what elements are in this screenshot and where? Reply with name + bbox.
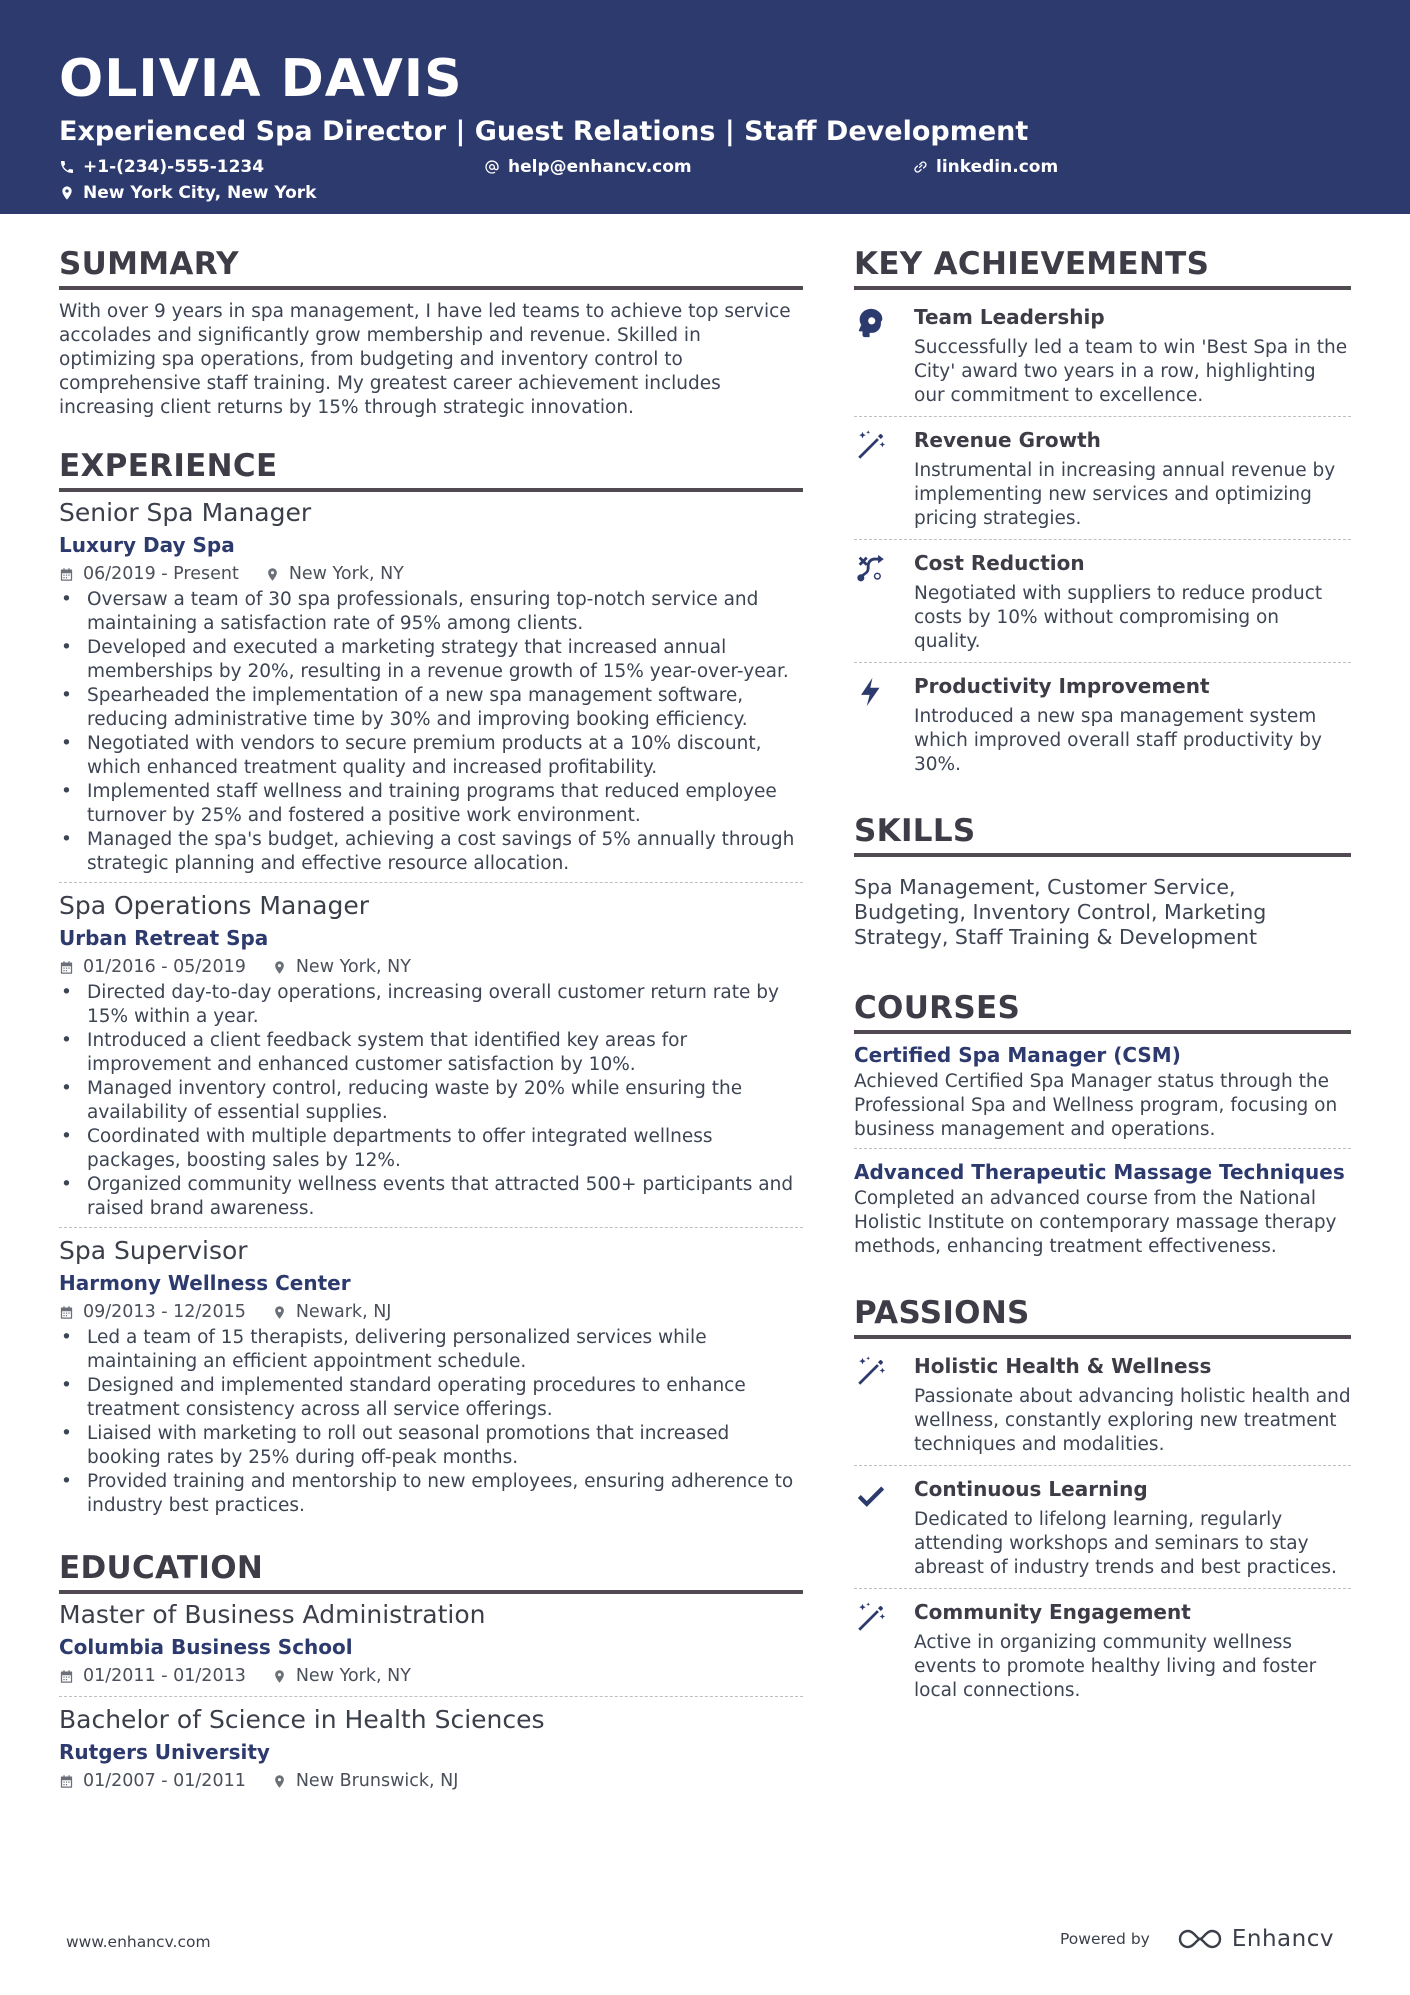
section-title-passions: PASSIONS bbox=[854, 1293, 1351, 1339]
left-column bbox=[59, 244, 803, 1801]
bullet-item: • Liaised with marketing to roll out seasonal promotions that increased booking rates by 25% during off-peak months. bbox=[59, 1422, 803, 1470]
job-bullets bbox=[59, 1326, 803, 1518]
job-dates: 01/2016 - 05/2019 bbox=[83, 957, 246, 977]
linkedin-text: linkedin.com bbox=[936, 157, 1059, 177]
calendar-icon bbox=[59, 960, 74, 975]
job-title: Spa Supervisor bbox=[59, 1236, 248, 1265]
section-title-courses: COURSES bbox=[854, 988, 1351, 1034]
location-pin-icon bbox=[265, 567, 280, 582]
bullet-item: • Provided training and mentorship to new employees, ensuring adherence to industry best practices. bbox=[59, 1470, 803, 1518]
job-bullets bbox=[59, 588, 803, 876]
summary-section bbox=[59, 244, 803, 420]
job-location-text: New York, NY bbox=[295, 957, 411, 977]
location-pin-icon bbox=[272, 960, 287, 975]
education-location bbox=[272, 1767, 459, 1795]
magic-wand-icon bbox=[854, 1355, 888, 1389]
right-column bbox=[854, 244, 1351, 1711]
achievement-title: Productivity Improvement bbox=[914, 674, 1210, 698]
education-meta bbox=[59, 1767, 803, 1795]
section-title-skills: SKILLS bbox=[854, 811, 1351, 857]
job-dates: 09/2013 - 12/2015 bbox=[83, 1302, 246, 1322]
school-name: Rutgers University bbox=[59, 1740, 270, 1764]
experience-section bbox=[59, 446, 803, 1524]
bullet-item: • Introduced a client feedback system that identified key areas for improvement and enhanced customer satisfaction by 10%. bbox=[59, 1029, 803, 1077]
achievement-title: Team Leadership bbox=[914, 305, 1105, 329]
resume-header bbox=[0, 0, 1410, 214]
course-item bbox=[854, 1148, 1351, 1265]
bullet-item: • Negotiated with vendors to secure premium products at a 10% discount, which enhanced treatment quality and increased profitability. bbox=[59, 732, 803, 780]
section-title-experience: EXPERIENCE bbox=[59, 446, 803, 492]
job-bullets bbox=[59, 981, 803, 1221]
achievement-desc: Introduced a new spa management system which improved overall staff productivity by 30%. bbox=[914, 706, 1322, 775]
calendar-icon bbox=[59, 1774, 74, 1789]
at-sign-icon bbox=[484, 159, 500, 175]
achievement-desc: Negotiated with suppliers to reduce product costs by 10% without compromising on quality. bbox=[914, 583, 1323, 652]
school-name: Columbia Business School bbox=[59, 1635, 353, 1659]
job-location bbox=[272, 1298, 392, 1326]
bullet-item: • Organized community wellness events that attracted 500+ participants and raised brand awareness. bbox=[59, 1173, 803, 1221]
education-location-text: New York, NY bbox=[295, 1666, 411, 1686]
bullet-item: • Spearheaded the implementation of a new spa management software, reducing administrative time by 30% and improving booking efficiency. bbox=[59, 684, 803, 732]
enhancv-logo-icon bbox=[1176, 1926, 1224, 1952]
job-title: Spa Operations Manager bbox=[59, 891, 369, 920]
powered-by-text: Powered by bbox=[1060, 1930, 1150, 1948]
passion-desc: Passionate about advancing holistic health and wellness, constantly exploring new treatment techniques and modalities. bbox=[914, 1386, 1351, 1455]
degree-title: Bachelor of Science in Health Sciences bbox=[59, 1705, 545, 1734]
course-item bbox=[854, 1040, 1351, 1148]
achievement-item bbox=[854, 416, 1351, 539]
summary-text: With over 9 years in spa management, I have led teams to achieve top service accolades and significantly grow membership and revenue. Skilled in optimizing spa operations, from budgeting and inventory control to comprehensive staff training. My greatest career achievement includes increasing client returns by 15% through strategic innovation. bbox=[59, 301, 791, 418]
company-name: Luxury Day Spa bbox=[59, 533, 235, 557]
section-title-achievements: KEY ACHIEVEMENTS bbox=[854, 244, 1351, 290]
passions-section bbox=[854, 1293, 1351, 1711]
passion-desc: Active in organizing community wellness events to promote healthy living and foster local connections. bbox=[914, 1632, 1317, 1701]
location-pin-icon bbox=[59, 185, 75, 201]
job-title: Senior Spa Manager bbox=[59, 498, 312, 527]
magic-wand-icon bbox=[854, 1601, 888, 1635]
job-location bbox=[272, 953, 411, 981]
achievement-desc: Successfully led a team to win 'Best Spa in the City' award two years in a row, highlighting our commitment to excellence. bbox=[914, 337, 1348, 406]
job-entry bbox=[59, 1227, 803, 1524]
bullet-item: • Designed and implemented standard operating procedures to enhance treatment consistency across all service offerings. bbox=[59, 1374, 803, 1422]
calendar-icon bbox=[59, 567, 74, 582]
location-pin-icon bbox=[272, 1305, 287, 1320]
head-icon bbox=[854, 306, 888, 340]
job-meta bbox=[59, 560, 803, 588]
phone-icon bbox=[59, 159, 75, 175]
achievement-title: Cost Reduction bbox=[914, 551, 1085, 575]
skills-section bbox=[854, 811, 1351, 950]
course-desc: Achieved Certified Spa Manager status through the Professional Spa and Wellness program, focusing on business management and operations. bbox=[854, 1071, 1338, 1140]
degree-title: Master of Business Administration bbox=[59, 1600, 486, 1629]
bullet-item: • Directed day-to-day operations, increasing overall customer return rate by 15% within a year. bbox=[59, 981, 803, 1029]
education-dates: 01/2007 - 01/2011 bbox=[83, 1771, 246, 1791]
email-text: help@enhancv.com bbox=[508, 157, 692, 177]
contact-info bbox=[59, 157, 1351, 213]
education-entry bbox=[59, 1598, 803, 1696]
contact-location bbox=[59, 183, 316, 203]
strategy-icon bbox=[854, 552, 888, 586]
achievement-item bbox=[854, 300, 1351, 416]
education-meta bbox=[59, 1662, 803, 1690]
achievements-section bbox=[854, 244, 1351, 785]
course-title: Advanced Therapeutic Massage Techniques bbox=[854, 1160, 1345, 1184]
footer-website[interactable]: www.enhancv.com bbox=[66, 1933, 211, 1951]
job-location-text: New York, NY bbox=[288, 564, 404, 584]
bullet-item: • Managed the spa's budget, achieving a cost savings of 5% annually through strategic planning and effective resource allocation. bbox=[59, 828, 803, 876]
bullet-item: • Coordinated with multiple departments to offer integrated wellness packages, boosting sales by 12%. bbox=[59, 1125, 803, 1173]
magic-wand-icon bbox=[854, 429, 888, 463]
education-section bbox=[59, 1548, 803, 1801]
bullet-item: • Implemented staff wellness and training programs that reduced employee turnover by 25% and fostered a positive work environment. bbox=[59, 780, 803, 828]
check-icon bbox=[854, 1478, 888, 1512]
passion-item bbox=[854, 1465, 1351, 1588]
contact-phone[interactable] bbox=[59, 157, 264, 177]
bullet-item: • Led a team of 15 therapists, delivering personalized services while maintaining an efficient appointment schedule. bbox=[59, 1326, 803, 1374]
achievement-title: Revenue Growth bbox=[914, 428, 1101, 452]
passion-title: Community Engagement bbox=[914, 1600, 1191, 1624]
section-title-summary: SUMMARY bbox=[59, 244, 803, 290]
company-name: Harmony Wellness Center bbox=[59, 1271, 351, 1295]
education-entry bbox=[59, 1696, 803, 1801]
education-dates: 01/2011 - 01/2013 bbox=[83, 1666, 246, 1686]
enhancv-logo[interactable] bbox=[1176, 1926, 1334, 1952]
contact-linkedin[interactable] bbox=[912, 157, 1058, 177]
course-desc: Completed an advanced course from the National Holistic Institute on contemporary massage therapy methods, enhancing treatment effectiveness. bbox=[854, 1188, 1337, 1257]
section-title-education: EDUCATION bbox=[59, 1548, 803, 1594]
passion-title: Holistic Health & Wellness bbox=[914, 1354, 1212, 1378]
calendar-icon bbox=[59, 1305, 74, 1320]
passion-desc: Dedicated to lifelong learning, regularly attending workshops and seminars to stay abreast of industry trends and best practices. bbox=[914, 1509, 1337, 1578]
education-location-text: New Brunswick, NJ bbox=[295, 1771, 459, 1791]
achievement-item bbox=[854, 662, 1351, 785]
job-meta bbox=[59, 953, 803, 981]
lightning-icon bbox=[854, 675, 888, 709]
location-pin-icon bbox=[272, 1774, 287, 1789]
location-pin-icon bbox=[272, 1669, 287, 1684]
job-dates: 06/2019 - Present bbox=[83, 564, 239, 584]
skills-text: Spa Management, Customer Service, Budgeting, Inventory Control, Marketing Strategy, Staff Training & Development bbox=[854, 875, 1267, 949]
candidate-name: OLIVIA DAVIS bbox=[59, 49, 463, 109]
company-name: Urban Retreat Spa bbox=[59, 926, 269, 950]
achievement-desc: Instrumental in increasing annual revenue by implementing new services and optimizing pricing strategies. bbox=[914, 460, 1336, 529]
education-location bbox=[272, 1662, 411, 1690]
link-icon bbox=[912, 159, 928, 175]
passion-item bbox=[854, 1349, 1351, 1465]
contact-email[interactable] bbox=[484, 157, 692, 177]
job-location bbox=[265, 560, 404, 588]
bullet-item: • Developed and executed a marketing strategy that increased annual memberships by 20%, resulting in a revenue growth of 15% year-over-year. bbox=[59, 636, 803, 684]
passion-item bbox=[854, 1588, 1351, 1711]
bullet-item: • Oversaw a team of 30 spa professionals, ensuring top-notch service and maintaining a satisfaction rate of 95% among clients. bbox=[59, 588, 803, 636]
calendar-icon bbox=[59, 1669, 74, 1684]
brand-name: Enhancv bbox=[1231, 1926, 1334, 1952]
achievement-item bbox=[854, 539, 1351, 662]
footer-branding bbox=[1060, 1926, 1334, 1952]
candidate-title: Experienced Spa Director | Guest Relations | Staff Development bbox=[59, 116, 1029, 147]
course-title: Certified Spa Manager (CSM) bbox=[854, 1043, 1181, 1067]
job-entry bbox=[59, 882, 803, 1227]
bullet-item: • Managed inventory control, reducing waste by 20% while ensuring the availability of essential supplies. bbox=[59, 1077, 803, 1125]
courses-section bbox=[854, 988, 1351, 1265]
job-meta bbox=[59, 1298, 803, 1326]
passion-title: Continuous Learning bbox=[914, 1477, 1148, 1501]
location-text: New York City, New York bbox=[83, 183, 317, 203]
job-entry bbox=[59, 496, 803, 882]
phone-text: +1-(234)-555-1234 bbox=[83, 157, 265, 177]
job-location-text: Newark, NJ bbox=[295, 1302, 392, 1322]
